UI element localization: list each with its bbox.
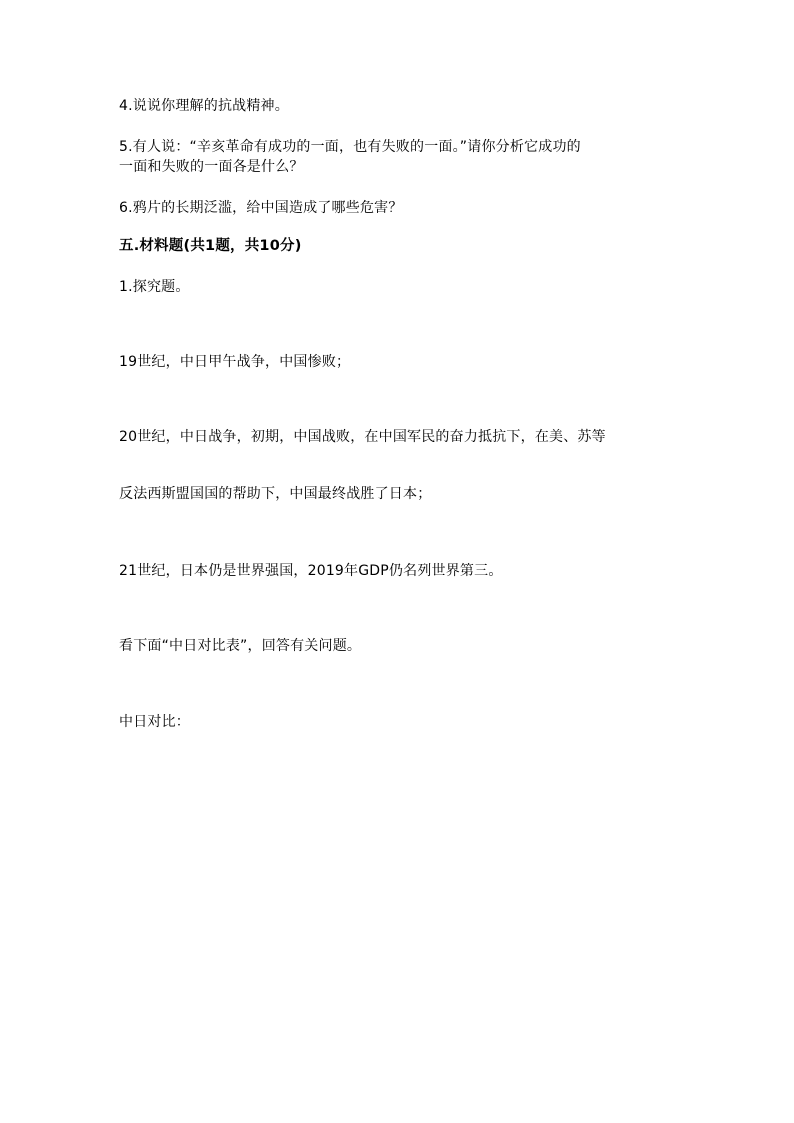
material-paragraph-20th-century-line-2: 反法西斯盟国国的帮助下，中国最终战胜了日本；: [119, 486, 432, 502]
material-paragraph-19th-century: 19世纪，中日甲午战争，中国惨败；: [119, 354, 351, 370]
comparison-instruction: 看下面“中日对比表”，回答有关问题。: [119, 638, 362, 654]
question-4: 4.说说你理解的抗战精神。: [119, 98, 289, 114]
comparison-heading: 中日对比：: [119, 714, 190, 730]
section-title: 五.材料题(共1题，共10分): [119, 238, 302, 254]
question-5-line-1: 5.有人说：“辛亥革命有成功的一面，也有失败的一面。”请你分析它成功的: [119, 139, 581, 155]
material-paragraph-21st-century: 21世纪，日本仍是世界强国，2019年GDP仍名列世界第三。: [119, 563, 503, 579]
question-6: 6.鸦片的长期泛滥，给中国造成了哪些危害？: [119, 200, 403, 216]
question-5-line-2: 一面和失败的一面各是什么？: [119, 159, 304, 175]
material-paragraph-20th-century-line-1: 20世纪，中日战争，初期，中国战败，在中国军民的奋力抵抗下，在美、苏等: [119, 429, 606, 445]
material-question-label: 1.探究题。: [119, 279, 190, 295]
